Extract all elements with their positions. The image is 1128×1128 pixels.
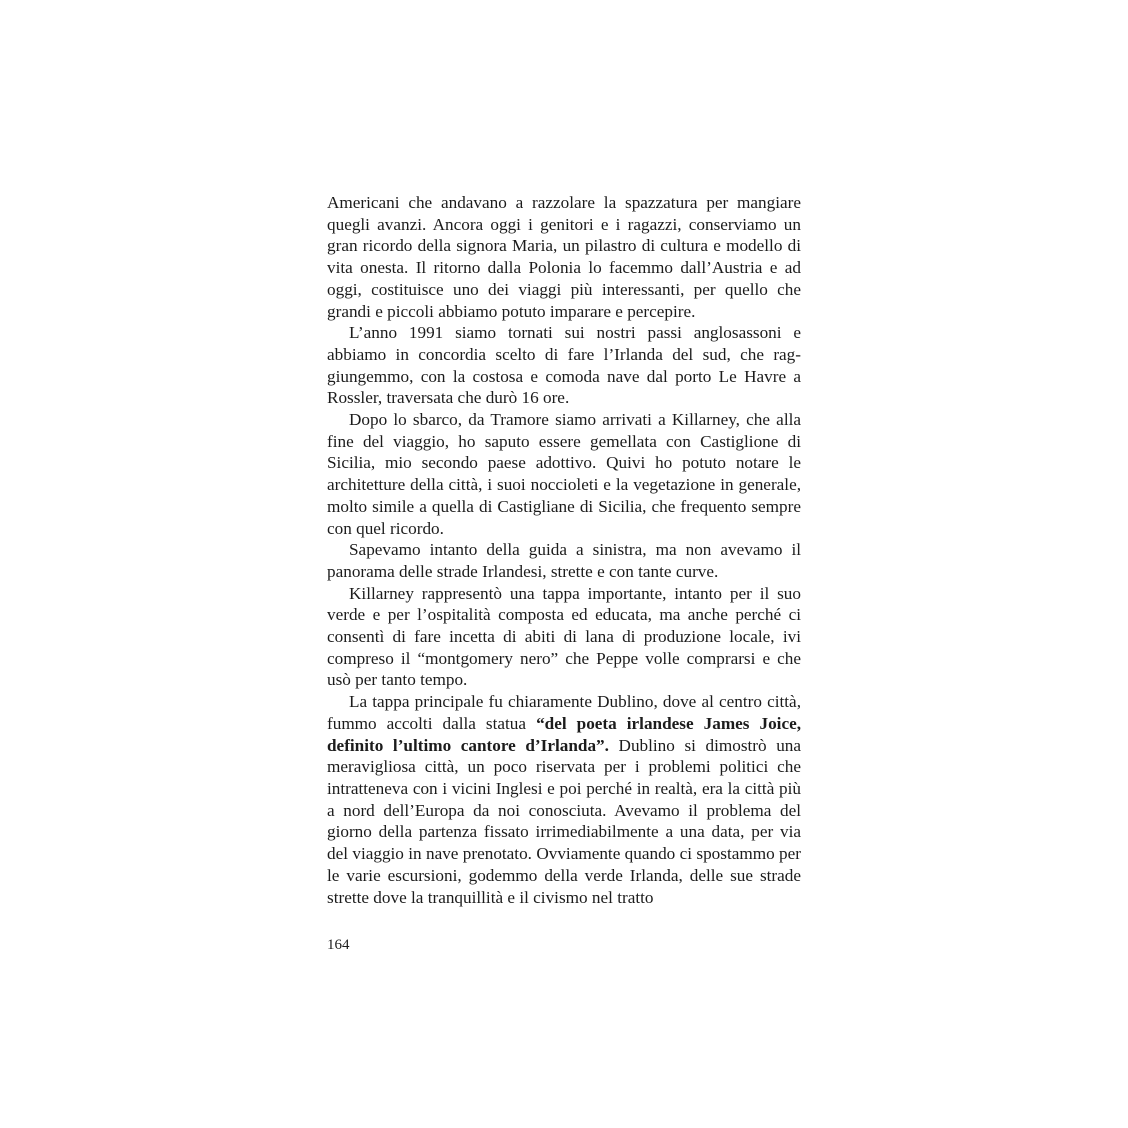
- paragraph-6-text-before: La tappa principale fu chiaramente Dublino, dove al centro città, fummo accolti dalla statua: [327, 692, 801, 733]
- paragraph-6-text-after: Dublino si dimostrò una meravigliosa città, un poco riservata per i problemi politici che intratteneva con i vicini Inglesi e poi perché in realtà, era la città più a nord dell’Europa da noi conosciuta. Avevamo il problema del giorno della partenza fissato irrimediabilmente a una data, per via del viaggio in nave prenotato. Ovviamente quando ci spostammo per le varie escursioni, godemmo della verde Irlanda, delle sue strade strette dove la tranquillità e il civismo nel tratto: [327, 735, 802, 907]
- paragraph-6: [327, 691, 801, 908]
- page-number: 164: [327, 937, 350, 953]
- paragraph-1: Americani che andavano a razzolare la spazzatura per mangiare quegli avanzi. Ancora oggi i genitori e i ragazzi, conserviamo un gran ricordo della signora Maria, un pilastro di cultura e modello di vita onesta. Il ritorno dalla Polonia lo facemmo dall’Austria e ad oggi, costituisce uno dei viaggi più interessanti, per quello che grandi e piccoli abbiamo potuto imparare e percepire.: [327, 193, 801, 321]
- paragraph-3: Dopo lo sbarco, da Tramore siamo arrivati a Killarney, che alla fine del viaggio, ho saputo essere gemellata con Castiglione di Sicilia, mio secondo paese adottivo. Quivi ho potuto notare le architetture della città, i suoi noccioleti e la vegetazione in generale, molto simile a quella di Castigliane di Sicilia, che frequento sempre con quel ricordo.: [327, 410, 801, 538]
- paragraph-4: Sapevamo intanto della guida a sinistra, ma non avevamo il panorama delle strade Irlandesi, strette e con tante curve.: [327, 540, 801, 581]
- paragraph-2: L’anno 1991 siamo tornati sui nostri passi anglosassoni e abbiamo in concordia scelto di fare l’Irlanda del sud, che raggiungemmo, con la costosa e comoda nave dal porto Le Havre a Rossler, traversata che durò 16 ore.: [327, 323, 801, 408]
- paragraph-5: Killarney rappresentò una tappa importante, intanto per il suo verde e per l’ospitalità composta ed educata, ma anche perché ci consentì di fare incetta di abiti di lana di produzione locale, ivi compreso il “montgomery nero” che Peppe volle comprarsi e che usò per tanto tempo.: [327, 583, 801, 690]
- book-page: [327, 192, 801, 908]
- paragraph-6-bold-quote: “del poeta irlandese James Joice, definito l’ultimo cantore d’Irlanda”.: [327, 713, 801, 755]
